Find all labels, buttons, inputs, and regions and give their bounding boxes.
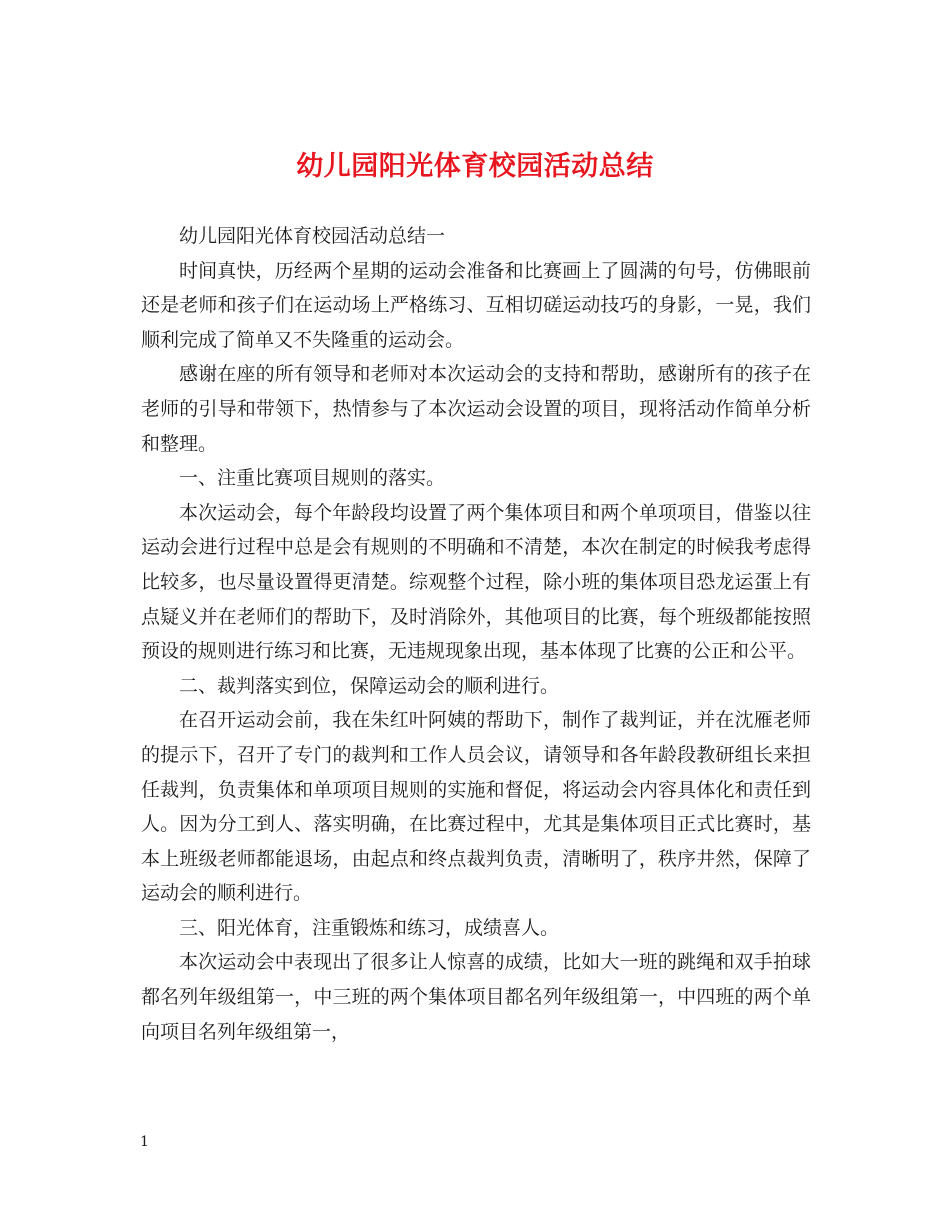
- page-number: 1: [140, 1134, 149, 1150]
- paragraph-section-3: 本次运动会中表现出了很多让人惊喜的成绩，比如大一班的跳绳和双手拍球都名列年级组第一，中三班的两个集体项目都名列年级组第一，中四班的两个单向项目名列年级组第一，: [141, 951, 811, 1043]
- paragraph-section-2: 在召开运动会前，我在朱红叶阿姨的帮助下，制作了裁判证，并在沈雁老师的提示下，召开了专门的裁判和工作人员会议，请领导和各年龄段教研组长来担任裁判，负责集体和单项项目规则的实施和督促，将运动会内容具体化和责任到人。因为分工到人、落实明确，在比赛过程中，尤其是集体项目正式比赛时，基本上班级老师都能退场，由起点和终点裁判负责，清晰明了，秩序井然，保障了运动会的顺利进行。: [141, 709, 811, 905]
- document-title: 幼儿园阳光体育校园活动总结: [296, 151, 654, 182]
- paragraph-section-1: 本次运动会，每个年龄段均设置了两个集体项目和两个单项项目，借鉴以往运动会进行过程中总是会有规则的不明确和不清楚，本次在制定的时候我考虑得比较多，也尽量设置得更清楚。综观整个过程，除小班的集体项目恐龙运蛋上有点疑义并在老师们的帮助下，及时消除外，其他项目的比赛，每个班级都能按照预设的规则进行练习和比赛，无违规现象出现，基本体现了比赛的公正和公平。: [141, 501, 811, 663]
- section-heading-2: 二、裁判落实到位，保障运动会的顺利进行。: [179, 674, 560, 697]
- paragraph-intro: 时间真快，历经两个星期的运动会准备和比赛画上了圆满的句号，仿佛眼前还是老师和孩子们在运动场上严格练习、互相切磋运动技巧的身影，一晃，我们顺利完成了简单又不失隆重的运动会。: [141, 259, 811, 351]
- paragraph-thanks: 感谢在座的所有领导和老师对本次运动会的支持和帮助，感谢所有的孩子在老师的引导和带领下，热情参与了本次运动会设置的项目，现将活动作简单分析和整理。: [141, 363, 811, 455]
- section-heading-1: 一、注重比赛项目规则的落实。: [179, 467, 446, 490]
- document-body: [141, 219, 811, 1049]
- section-heading-3: 三、阳光体育，注重锻炼和练习，成绩喜人。: [179, 916, 560, 939]
- paragraph-subtitle: 幼儿园阳光体育校园活动总结一: [179, 225, 446, 247]
